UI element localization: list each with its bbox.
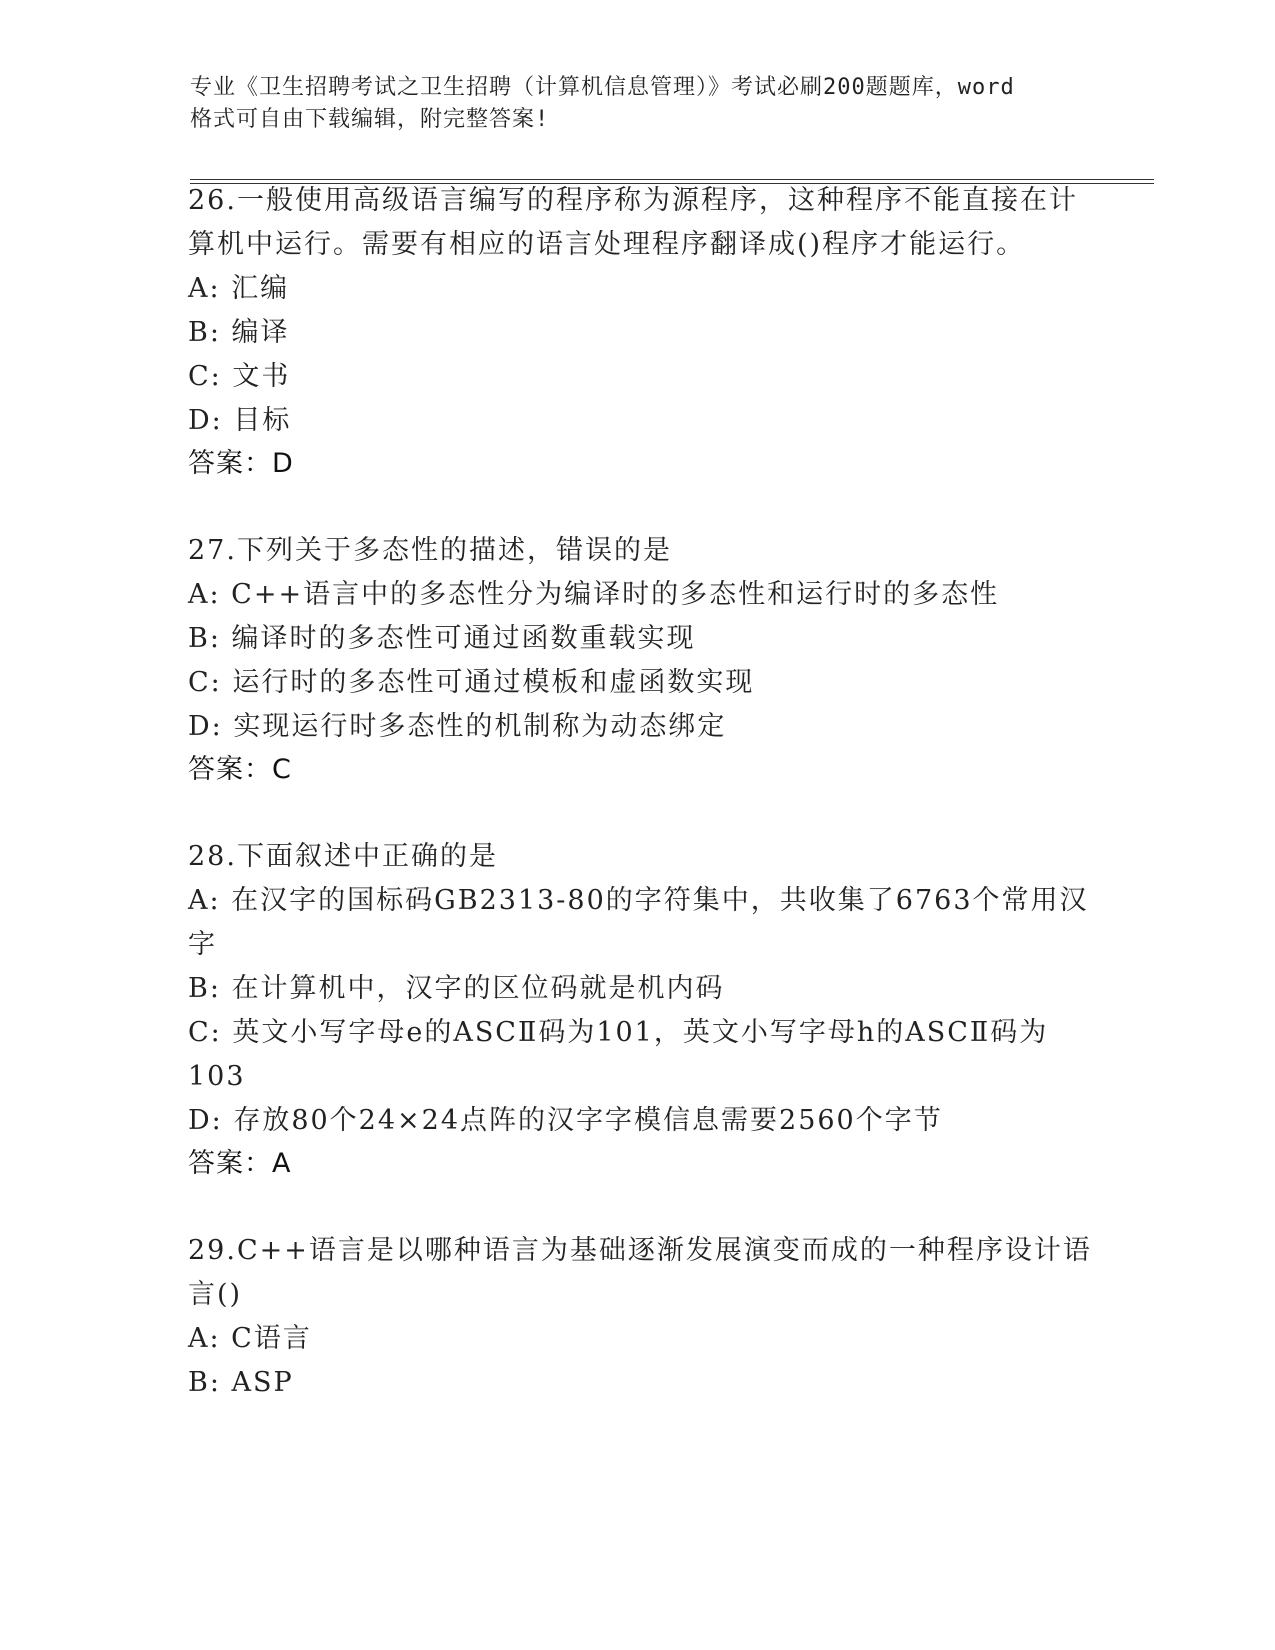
q28-option-a-line-1: A: 在汉字的国标码GB2313-80的字符集中，共收集了6763个常用汉 (188, 885, 1089, 916)
q29-stem-line-1: 29.C++语言是以哪种语言为基础逐渐发展演变而成的一种程序设计语 (188, 1235, 1092, 1266)
q29-option-a: A: C语言 (188, 1323, 312, 1354)
q29-stem-line-2: 言() (188, 1279, 243, 1310)
q27-option-d: D: 实现运行时多态性的机制称为动态绑定 (188, 711, 727, 742)
q27-option-c: C: 运行时的多态性可通过模板和虚函数实现 (188, 667, 755, 698)
q27-answer: 答案：C (188, 754, 292, 785)
header-line-1: 专业《卫生招聘考试之卫生招聘（计算机信息管理）》考试必刷200题题库，word (190, 75, 1015, 100)
q26-option-b: B: 编译 (188, 317, 290, 348)
header-divider-top (190, 179, 1154, 180)
header-line-2: 格式可自由下载编辑，附完整答案! (190, 107, 550, 132)
q26-option-d: D: 目标 (188, 405, 292, 436)
q28-stem-line-1: 28.下面叙述中正确的是 (188, 841, 498, 872)
q28-option-c-line-2: 103 (188, 1061, 246, 1092)
q28-option-b: B: 在计算机中，汉字的区位码就是机内码 (188, 973, 725, 1004)
q27-stem-line-1: 27.下列关于多态性的描述，错误的是 (188, 535, 672, 566)
q28-option-d: D: 存放80个24×24点阵的汉字字模信息需要2560个字节 (188, 1105, 943, 1136)
q26-option-a: A: 汇编 (188, 273, 290, 304)
q27-option-a: A: C++语言中的多态性分为编译时的多态性和运行时的多态性 (188, 579, 1000, 610)
q28-answer: 答案：A (188, 1148, 292, 1179)
q28-option-c-line-1: C: 英文小写字母e的ASCⅡ码为101，英文小写字母h的ASCⅡ码为 (188, 1017, 1049, 1048)
q29-option-b: B: ASP (188, 1367, 294, 1398)
q26-stem-line-1: 26.一般使用高级语言编写的程序称为源程序，这种程序不能直接在计 (188, 185, 1078, 216)
q26-option-c: C: 文书 (188, 361, 291, 392)
q26-answer: 答案：D (188, 448, 294, 479)
q27-option-b: B: 编译时的多态性可通过函数重载实现 (188, 623, 696, 654)
q26-stem-line-2: 算机中运行。需要有相应的语言处理程序翻译成()程序才能运行。 (188, 229, 1026, 260)
document-header (190, 72, 1090, 136)
q28-option-a-line-2: 字 (188, 929, 217, 960)
